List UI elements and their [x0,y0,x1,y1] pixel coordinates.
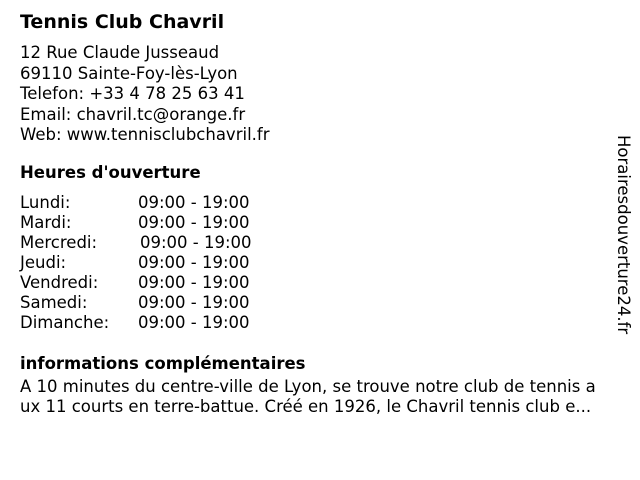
opening-hours-table [20,193,280,333]
day-label: Mardi: [20,213,72,232]
watermark-text: Horairesdouverture24.fr [614,135,633,335]
time-range: 09:00 - 19:00 [138,193,250,212]
day-label: Vendredi: [20,273,99,292]
website-text: Web: www.tennisclubchavril.fr [20,125,270,144]
hours-row-sunday [20,313,280,333]
time-range: 09:00 - 19:00 [140,233,252,252]
day-label: Lundi: [20,193,71,212]
additional-info-heading: informations complémentaires [20,354,306,373]
contact-block [20,43,270,146]
hours-row-tuesday [20,213,280,233]
phone-text: Telefon: +33 4 78 25 63 41 [20,84,245,103]
hours-row-saturday [20,293,280,313]
club-title: Tennis Club Chavril [20,11,225,33]
day-label: Jeudi: [20,253,67,272]
email-text: Email: chavril.tc@orange.fr [20,104,246,124]
info-line-1: A 10 minutes du centre-ville de Lyon, se trouve notre club de tennis a [20,377,596,396]
hours-row-friday [20,273,280,293]
time-range: 09:00 - 19:00 [138,213,250,232]
day-label: Mercredi: [20,233,98,252]
time-range: 09:00 - 19:00 [138,273,250,292]
address-street: 12 Rue Claude Jusseaud [20,43,220,62]
hours-row-monday [20,193,280,213]
time-range: 09:00 - 19:00 [138,253,250,272]
opening-hours-heading: Heures d'ouverture [20,163,201,182]
hours-row-wednesday [20,233,280,253]
info-line-2: ux 11 courts en terre-battue. Créé en 1926, le Chavril tennis club e... [20,397,592,416]
address-city: 69110 Sainte-Foy-lès-Lyon [20,63,238,83]
time-range: 09:00 - 19:00 [138,293,250,312]
hours-row-thursday [20,253,280,273]
day-label: Samedi: [20,293,88,312]
time-range: 09:00 - 19:00 [138,313,250,332]
day-label: Dimanche: [20,313,110,332]
